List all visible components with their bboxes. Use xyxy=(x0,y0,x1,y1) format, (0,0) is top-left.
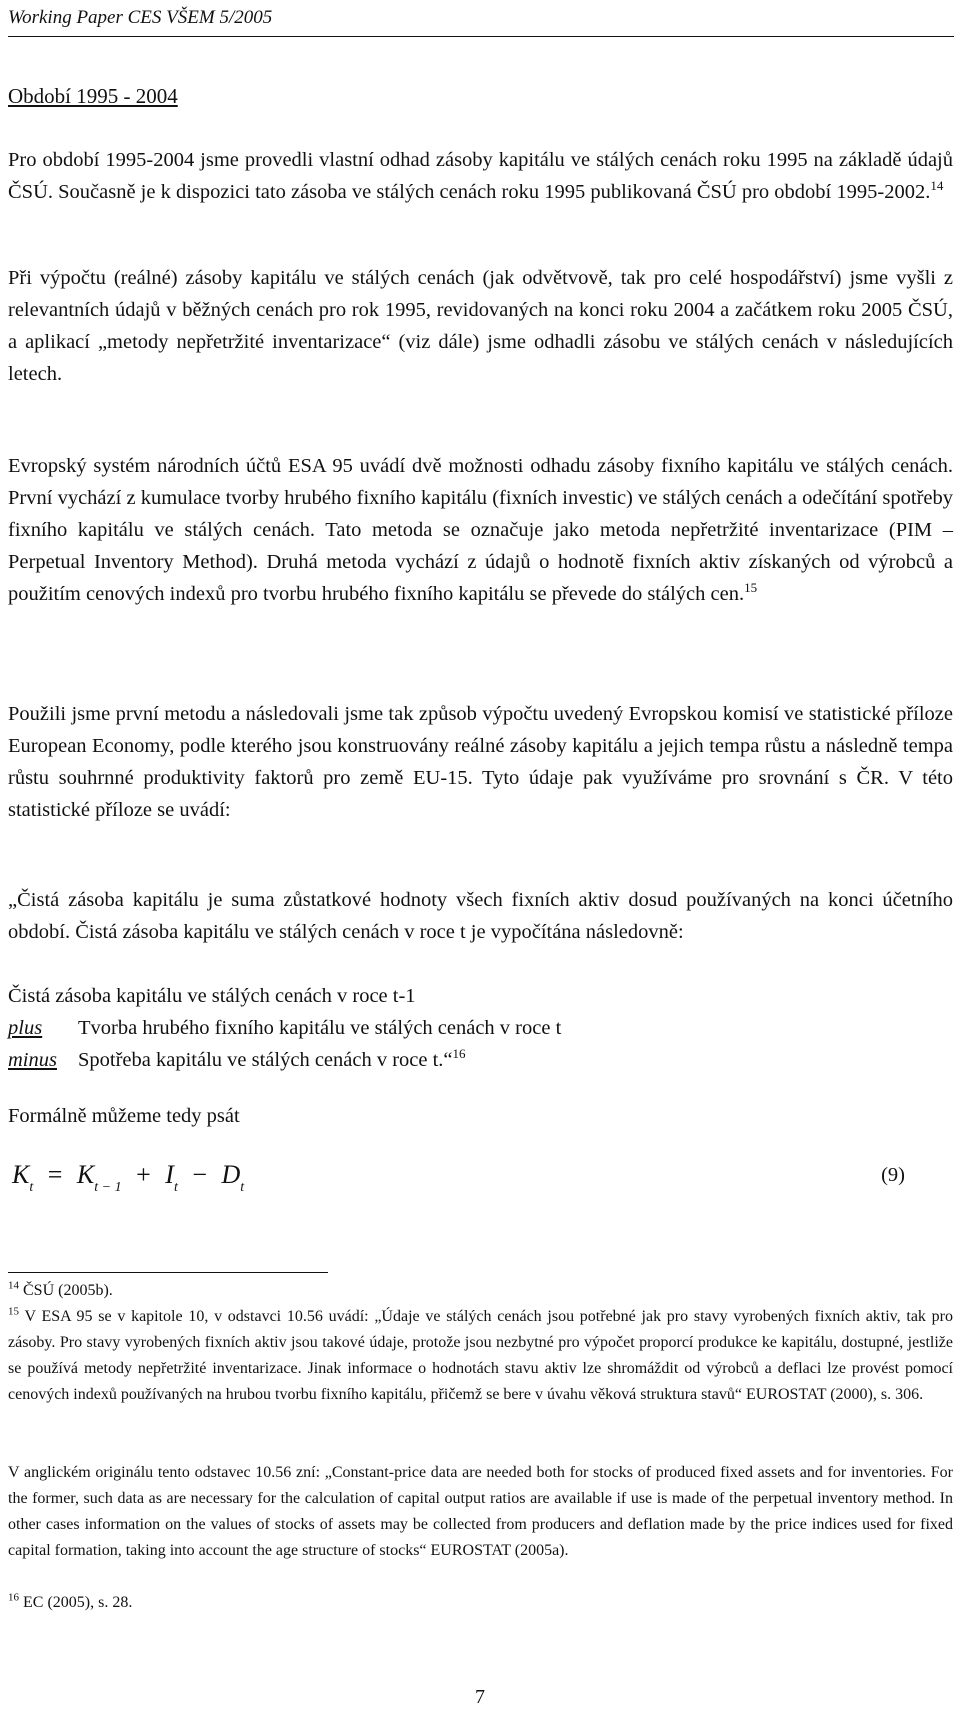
quote-line-1: Čistá zásoba kapitálu ve stálých cenách v roce t-1 xyxy=(8,985,416,1007)
footnote-14-text: ČSÚ (2005b). xyxy=(23,1282,113,1299)
eq-K-sub: t xyxy=(29,1180,34,1195)
eq-plus: + xyxy=(136,1160,151,1189)
paragraph-3-text: Evropský systém národních účtů ESA 95 uvádí dvě možnosti odhadu zásoby fixního kapitálu ve stálých cenách. První vychází z kumulace tvorby hrubého fixního kapitálu (fixních investic) ve stálých cenách a odečítání spotřeby fixního kapitálu ve stálých cenách. Tato metoda se označuje jako metoda nepřetržité inventarizace (PIM – Perpetual Inventory Method). Druhá metoda vychází z údajů o hodnotě fixních aktiv získaných od výrobců a použitím cenových indexů pro tvorbu hrubého fixního kapitálu se převede do stálých cen. xyxy=(8,455,953,605)
eq-D-sub: t xyxy=(240,1180,245,1195)
running-header xyxy=(8,4,954,37)
eq-K2-sub: t − 1 xyxy=(94,1180,122,1195)
footnote-16 xyxy=(8,1590,953,1616)
eq-equals: = xyxy=(47,1160,63,1189)
footnote-ref-14[interactable]: 14 xyxy=(930,178,944,194)
page-number: 7 xyxy=(475,1686,485,1708)
footnote-14 xyxy=(8,1278,953,1304)
eq-K: K xyxy=(12,1160,30,1189)
footnote-16-text: EC (2005), s. 28. xyxy=(23,1594,133,1611)
equation-9 xyxy=(8,1156,953,1204)
plus-text: Tvorba hrubého fixního kapitálu ve stálých cenách v roce t xyxy=(78,1017,562,1039)
paragraph-1 xyxy=(8,144,953,208)
footnote-15 xyxy=(8,1304,953,1408)
eq-I-sub: t xyxy=(173,1180,178,1195)
footnote-ref-15[interactable]: 15 xyxy=(744,580,758,596)
header-title: Working Paper CES VŠEM 5/2005 xyxy=(8,7,273,28)
footnote-separator xyxy=(8,1272,328,1273)
plus-label: plus xyxy=(8,1017,43,1039)
quote-line-minus xyxy=(8,1044,466,1076)
footnote-14-number: 14 xyxy=(8,1279,19,1292)
eq-I: I xyxy=(165,1160,174,1189)
paragraph-1-text: Pro období 1995-2004 jsme provedli vlastní odhad zásoby kapitálu ve stálých cenách roku 1995 na základě údajů ČSÚ. Současně je k dispozici tato zásoba ve stálých cenách roku 1995 publikovaná ČSÚ pro období 1995-2002. xyxy=(8,149,953,203)
formal-intro: Formálně můžeme tedy psát xyxy=(8,1105,240,1127)
footnote-16-number: 16 xyxy=(8,1591,19,1604)
equation-number: (9) xyxy=(881,1164,905,1186)
eq-minus: − xyxy=(192,1160,207,1189)
minus-text: Spotřeba kapitálu ve stálých cenách v roce t.“ xyxy=(78,1049,453,1071)
quote-paragraph: „Čistá zásoba kapitálu je suma zůstatkové hodnoty všech fixních aktiv dosud používaných na konci účetního období. Čistá zásoba kapitálu ve stálých cenách v roce t je vypočítána následovně: xyxy=(8,889,953,943)
footnote-15-number: 15 xyxy=(8,1305,19,1318)
section-heading: Období 1995 - 2004 xyxy=(8,84,178,108)
eq-K2: K xyxy=(76,1160,95,1189)
paragraph-2: Při výpočtu (reálné) zásoby kapitálu ve stálých cenách (jak odvětvově, tak pro celé hospodářství) jsme vyšli z relevantních údajů v běžných cenách pro rok 1995, revidovaných na konci roku 2004 a začátkem roku 2005 ČSÚ, a aplikací „metody nepřetržité inventarizace“ (viz dále) jsme odhadli zásobu ve stálých cenách v následujících letech. xyxy=(8,267,953,385)
footnote-15-english: V anglickém originálu tento odstavec 10.56 zní: „Constant-price data are needed both for stocks of produced fixed assets and for inventories. For the former, such data as are necessary for the calculation of capital output ratios are available if use is made of the perpetual inventory method. In other cases information on the values of stocks of assets may be collected from producers and deflation made by the price indices used for fixed capital formation, taking into account the age structure of stocks“ EUROSTAT (2005a). xyxy=(8,1464,953,1559)
paragraph-4: Použili jsme první metodu a následovali jsme tak způsob výpočtu uvedený Evropskou komisí ve statistické příloze European Economy, podle kterého jsou konstruovány reálné zásoby kapitálu a jejich tempa růstu a následně tempa růstu souhrnné produktivity faktorů pro země EU-15. Tyto údaje pak využíváme pro srovnání s ČR. V této statistické příloze se uvádí: xyxy=(8,703,953,821)
paragraph-3 xyxy=(8,450,953,610)
equation-body xyxy=(12,1160,244,1196)
eq-D: D xyxy=(221,1160,241,1189)
footnote-ref-16[interactable]: 16 xyxy=(452,1046,466,1062)
minus-label: minus xyxy=(8,1049,57,1071)
quote-line-plus xyxy=(8,1012,561,1044)
footnote-15-text: V ESA 95 se v kapitole 10, v odstavci 10.56 uvádí: „Údaje ve stálých cenách jsou potřebné jak pro stavy vyrobených fixních aktiv, tak pro zásoby. Pro stavy vyrobených fixních aktiv jsou takové údaje, protože jsou nezbytné pro výpočet proporcí produkce ke kapitálu, dostupné, jestliže se používá metody nepřetržité inventarizace. Jinak informace o hodnotách stavu aktiv lze shromáždit od výrobců a deflaci lze provést pomocí cenových indexů používaných na hrubou tvorbu fixního kapitálu, přičemž se bere v úvahu věková struktura stavů“ EUROSTAT (2000), s. 306. xyxy=(8,1308,953,1403)
